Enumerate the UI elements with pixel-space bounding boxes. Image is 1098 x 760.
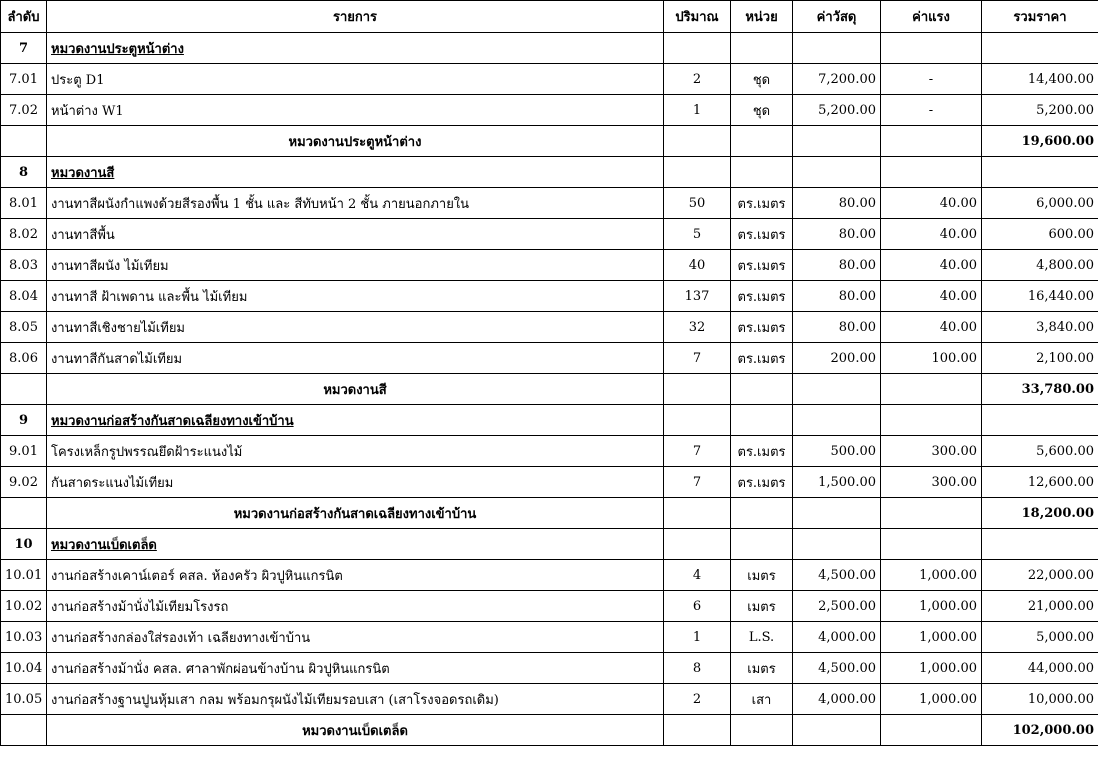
item-description: งานทาสีกันสาดไม้เทียม [47,343,664,374]
item-description: งานทาสีพื้น [47,219,664,250]
item-number: 7.01 [1,64,47,95]
table-row [1,684,1098,715]
item-unit: ตร.เมตร [731,343,793,374]
subtotal-value: 102,000.00 [982,715,1098,746]
subtotal-label: หมวดงานก่อสร้างกันสาดเฉลียงทางเข้าบ้าน [47,498,664,529]
item-number: 10.05 [1,684,47,715]
empty-cell [731,715,793,746]
item-number: 10.04 [1,653,47,684]
header-no: ลำดับ [1,1,47,33]
empty-cell [664,374,731,405]
empty-cell [731,157,793,188]
empty-cell [731,126,793,157]
item-labor-cost: 1,000.00 [881,653,982,684]
empty-cell [881,126,982,157]
section-number: 7 [1,33,47,64]
item-unit: เมตร [731,560,793,591]
item-material-cost: 80.00 [793,219,881,250]
item-labor-cost: 1,000.00 [881,560,982,591]
item-labor-cost: - [881,95,982,126]
subtotal-label: หมวดงานประตูหน้าต่าง [47,126,664,157]
header-qty: ปริมาณ [664,1,731,33]
item-description: หน้าต่าง W1 [47,95,664,126]
item-material-cost: 500.00 [793,436,881,467]
empty-cell [793,405,881,436]
item-unit: เมตร [731,591,793,622]
table-row [1,281,1098,312]
section-header-row [1,405,1098,436]
empty-cell [982,33,1098,64]
section-title-cell [47,529,664,560]
item-total: 22,000.00 [982,560,1098,591]
item-number: 8.01 [1,188,47,219]
item-number: 8.02 [1,219,47,250]
item-unit: ตร.เมตร [731,188,793,219]
item-material-cost: 80.00 [793,188,881,219]
header-desc: รายการ [47,1,664,33]
item-unit: ตร.เมตร [731,467,793,498]
item-total: 5,000.00 [982,622,1098,653]
item-total: 3,840.00 [982,312,1098,343]
section-header-row [1,157,1098,188]
item-material-cost: 4,000.00 [793,622,881,653]
item-total: 2,100.00 [982,343,1098,374]
section-title: หมวดงานเบ็ดเตล็ด [51,537,157,553]
header-total: รวมราคา [982,1,1098,33]
subtotal-row [1,126,1098,157]
item-material-cost: 5,200.00 [793,95,881,126]
section-title-cell [47,405,664,436]
item-description: กันสาดระแนงไม้เทียม [47,467,664,498]
item-total: 14,400.00 [982,64,1098,95]
item-description: งานทาสีเชิงชายไม้เทียม [47,312,664,343]
item-quantity: 4 [664,560,731,591]
empty-cell [982,405,1098,436]
item-labor-cost: 1,000.00 [881,591,982,622]
item-labor-cost: 40.00 [881,312,982,343]
empty-cell [1,126,47,157]
table-row [1,64,1098,95]
subtotal-row [1,498,1098,529]
table-body [1,33,1098,746]
empty-cell [881,157,982,188]
item-unit: เสา [731,684,793,715]
empty-cell [793,374,881,405]
empty-cell [664,715,731,746]
item-total: 44,000.00 [982,653,1098,684]
item-quantity: 8 [664,653,731,684]
section-header-row [1,33,1098,64]
item-quantity: 7 [664,436,731,467]
item-total: 4,800.00 [982,250,1098,281]
table-row [1,622,1098,653]
item-material-cost: 4,000.00 [793,684,881,715]
empty-cell [664,529,731,560]
header-material: ค่าวัสดุ [793,1,881,33]
empty-cell [881,498,982,529]
empty-cell [664,157,731,188]
item-unit: L.S. [731,622,793,653]
table-row [1,250,1098,281]
item-material-cost: 200.00 [793,343,881,374]
empty-cell [731,374,793,405]
section-title-cell [47,33,664,64]
item-quantity: 40 [664,250,731,281]
item-material-cost: 7,200.00 [793,64,881,95]
empty-cell [731,33,793,64]
header-unit: หน่วย [731,1,793,33]
empty-cell [793,715,881,746]
item-description: งานทาสีผนังกำแพงด้วยสีรองพื้น 1 ชั้น และ สีทับหน้า 2 ชั้น ภายนอกภายใน [47,188,664,219]
subtotal-row [1,715,1098,746]
empty-cell [1,374,47,405]
item-number: 8.06 [1,343,47,374]
item-total: 10,000.00 [982,684,1098,715]
table-row [1,436,1098,467]
empty-cell [793,33,881,64]
item-labor-cost: 1,000.00 [881,622,982,653]
item-number: 10.02 [1,591,47,622]
item-labor-cost: 40.00 [881,250,982,281]
empty-cell [881,374,982,405]
table-row [1,95,1098,126]
item-quantity: 5 [664,219,731,250]
item-quantity: 2 [664,684,731,715]
item-material-cost: 4,500.00 [793,653,881,684]
item-total: 16,440.00 [982,281,1098,312]
table-row [1,467,1098,498]
item-description: งานก่อสร้างฐานปูนหุ้มเสา กลม พร้อมกรุผนังไม้เทียมรอบเสา (เสาโรงจอดรถเดิม) [47,684,664,715]
empty-cell [982,529,1098,560]
item-labor-cost: 40.00 [881,281,982,312]
item-quantity: 7 [664,343,731,374]
section-title: หมวดงานประตูหน้าต่าง [51,41,184,57]
empty-cell [793,498,881,529]
item-total: 5,200.00 [982,95,1098,126]
empty-cell [1,498,47,529]
header-labor: ค่าแรง [881,1,982,33]
item-material-cost: 2,500.00 [793,591,881,622]
empty-cell [731,529,793,560]
table-row [1,188,1098,219]
subtotal-value: 33,780.00 [982,374,1098,405]
table-row [1,219,1098,250]
empty-cell [982,157,1098,188]
item-number: 7.02 [1,95,47,126]
item-description: งานก่อสร้างม้านั่งไม้เทียมโรงรถ [47,591,664,622]
empty-cell [1,715,47,746]
item-number: 8.04 [1,281,47,312]
empty-cell [881,405,982,436]
empty-cell [731,405,793,436]
item-description: งานก่อสร้างกล่องใส่รองเท้า เฉลียงทางเข้าบ้าน [47,622,664,653]
subtotal-label: หมวดงานสี [47,374,664,405]
item-total: 21,000.00 [982,591,1098,622]
item-number: 10.01 [1,560,47,591]
empty-cell [664,498,731,529]
item-labor-cost: 300.00 [881,467,982,498]
item-quantity: 6 [664,591,731,622]
item-description: งานก่อสร้างม้านั่ง คสล. ศาลาพักผ่อนข้างบ้าน ผิวปูหินแกรนิต [47,653,664,684]
item-description: งานทาสีผนัง ไม้เทียม [47,250,664,281]
section-number: 10 [1,529,47,560]
item-description: โครงเหล็กรูปพรรณยึดฝ้าระแนงไม้ [47,436,664,467]
item-unit: เมตร [731,653,793,684]
item-quantity: 1 [664,622,731,653]
item-material-cost: 80.00 [793,250,881,281]
item-labor-cost: 100.00 [881,343,982,374]
item-material-cost: 4,500.00 [793,560,881,591]
item-quantity: 32 [664,312,731,343]
section-title-cell [47,157,664,188]
empty-cell [664,126,731,157]
item-total: 5,600.00 [982,436,1098,467]
item-number: 8.05 [1,312,47,343]
item-number: 9.02 [1,467,47,498]
table-row [1,312,1098,343]
empty-cell [881,715,982,746]
table-row [1,343,1098,374]
item-description: งานก่อสร้างเคาน์เตอร์ คสล. ห้องครัว ผิวปูหินแกรนิต [47,560,664,591]
item-quantity: 1 [664,95,731,126]
table-row [1,591,1098,622]
section-title: หมวดงานสี [51,165,115,181]
item-quantity: 50 [664,188,731,219]
empty-cell [731,498,793,529]
item-labor-cost: 40.00 [881,188,982,219]
item-total: 6,000.00 [982,188,1098,219]
item-total: 600.00 [982,219,1098,250]
item-unit: ตร.เมตร [731,436,793,467]
item-unit: ชุด [731,95,793,126]
header-row [1,1,1098,33]
empty-cell [664,33,731,64]
item-number: 10.03 [1,622,47,653]
item-unit: ตร.เมตร [731,281,793,312]
empty-cell [793,157,881,188]
item-description: งานทาสี ฝ้าเพดาน และพื้น ไม้เทียม [47,281,664,312]
item-quantity: 137 [664,281,731,312]
section-number: 8 [1,157,47,188]
empty-cell [881,33,982,64]
item-unit: ชุด [731,64,793,95]
subtotal-value: 19,600.00 [982,126,1098,157]
item-number: 8.03 [1,250,47,281]
item-quantity: 7 [664,467,731,498]
item-total: 12,600.00 [982,467,1098,498]
empty-cell [664,405,731,436]
item-number: 9.01 [1,436,47,467]
subtotal-value: 18,200.00 [982,498,1098,529]
item-material-cost: 1,500.00 [793,467,881,498]
table-row [1,560,1098,591]
item-unit: ตร.เมตร [731,312,793,343]
item-unit: ตร.เมตร [731,219,793,250]
section-number: 9 [1,405,47,436]
item-material-cost: 80.00 [793,312,881,343]
section-title: หมวดงานก่อสร้างกันสาดเฉลียงทางเข้าบ้าน [51,413,294,429]
subtotal-label: หมวดงานเบ็ดเตล็ด [47,715,664,746]
empty-cell [881,529,982,560]
table-row [1,653,1098,684]
item-description: ประตู D1 [47,64,664,95]
item-labor-cost: 300.00 [881,436,982,467]
empty-cell [793,529,881,560]
subtotal-row [1,374,1098,405]
item-material-cost: 80.00 [793,281,881,312]
empty-cell [793,126,881,157]
item-labor-cost: 1,000.00 [881,684,982,715]
item-unit: ตร.เมตร [731,250,793,281]
item-labor-cost: 40.00 [881,219,982,250]
item-labor-cost: - [881,64,982,95]
item-quantity: 2 [664,64,731,95]
section-header-row [1,529,1098,560]
